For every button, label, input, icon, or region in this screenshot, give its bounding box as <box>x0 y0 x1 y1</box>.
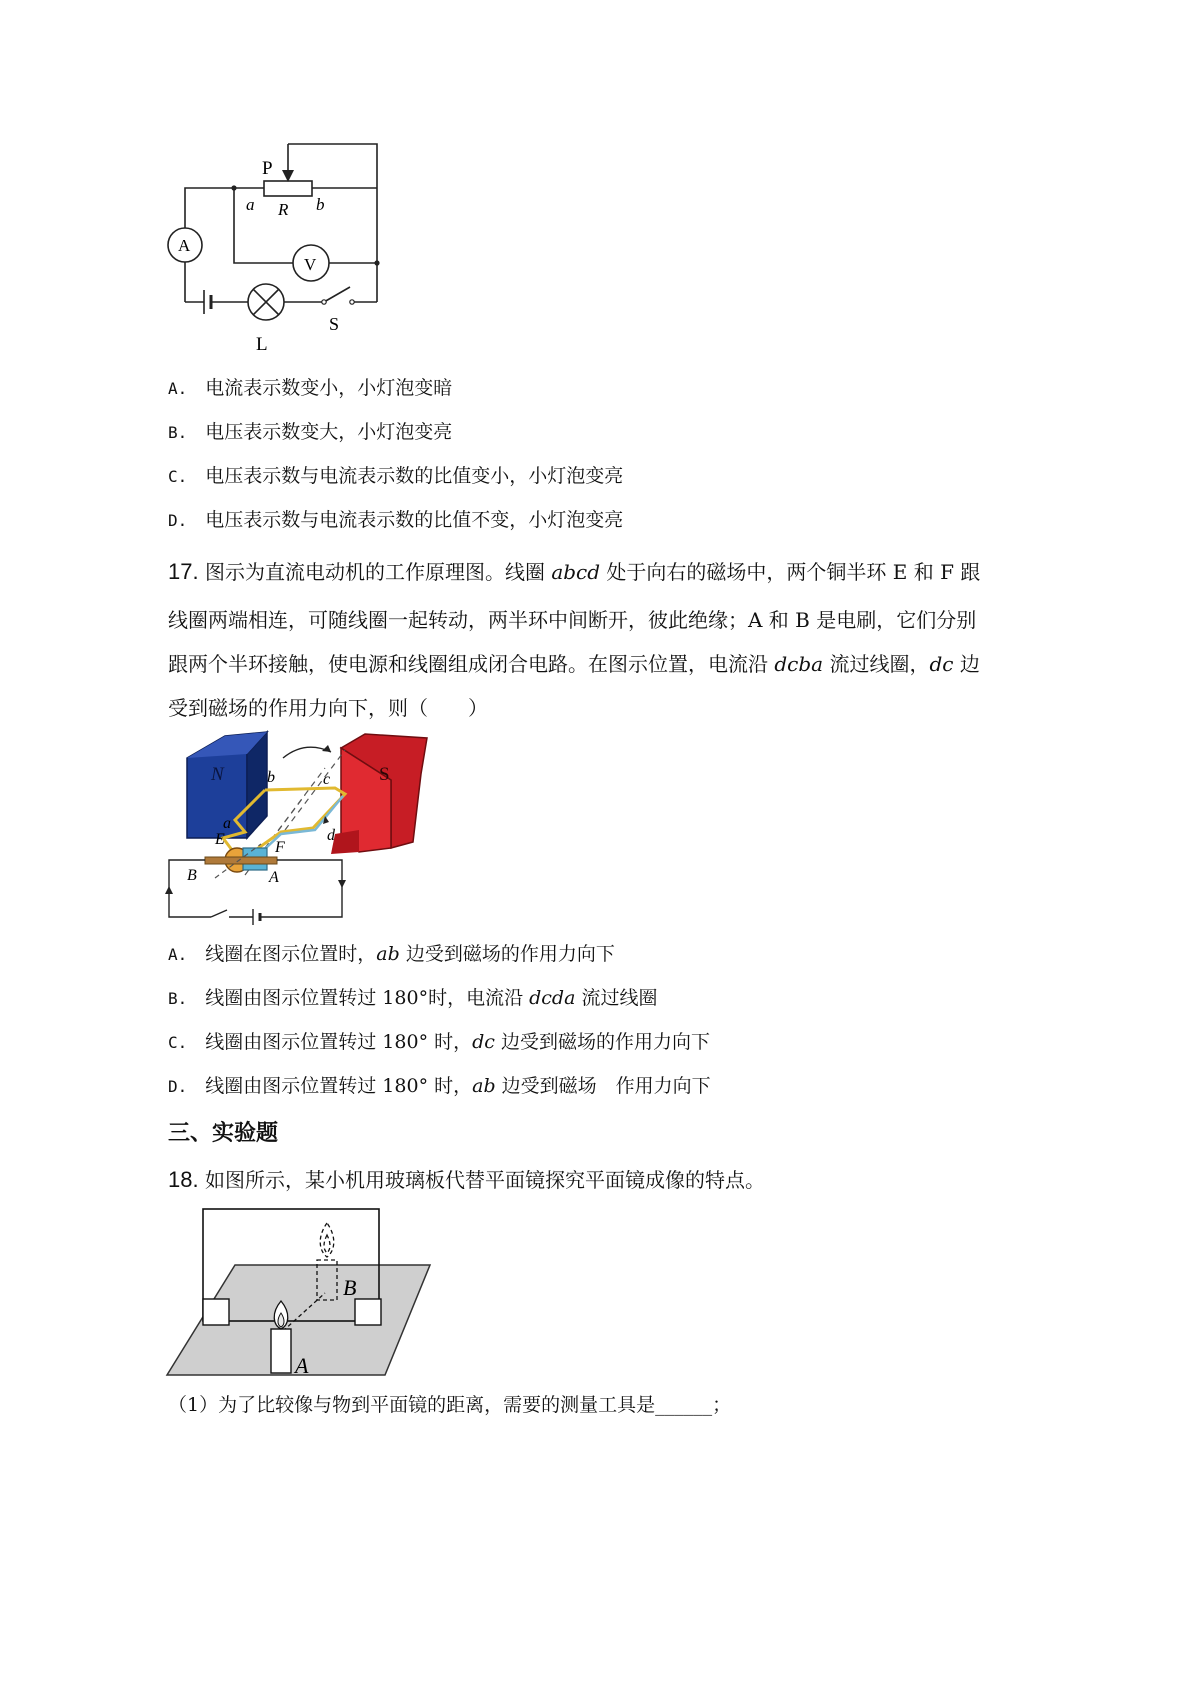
brush-label-b: B <box>187 867 197 884</box>
q17-text: 图示为直流电动机的工作原理图。线圈 <box>204 560 552 584</box>
label-a: A <box>295 1353 309 1378</box>
right-support <box>355 1299 381 1325</box>
q17-italic: abcd <box>551 560 601 584</box>
option-italic: dc <box>472 1031 495 1053</box>
q17-option-c <box>168 1030 710 1055</box>
q17-text: 流过线圈， <box>823 652 930 676</box>
option-text: 线圈在图示位置时， <box>205 943 377 965</box>
coil-label-b: b <box>267 769 275 786</box>
slider-arrow-head <box>282 170 294 182</box>
coil-label-c: c <box>323 771 331 788</box>
half-ring-label-e: E <box>215 831 225 848</box>
option-text: 边受到磁场 作用力向下 <box>495 1075 711 1097</box>
coil-label-d: d <box>327 827 335 844</box>
rheostat <box>264 181 312 196</box>
q17-line-4: 受到磁场的作用力向下，则（ ） <box>168 696 488 720</box>
q18-stem <box>168 1168 765 1192</box>
switch <box>324 287 350 302</box>
option-text: 流过线圈 <box>575 987 658 1009</box>
option-text: 边受到磁场的作用力向下 <box>399 943 615 965</box>
lamp-label: L <box>256 334 268 355</box>
option-letter: B. <box>168 423 188 442</box>
option-letter: C. <box>168 1033 188 1052</box>
option-text: 线圈由图示位置转过 180° 时， <box>205 1075 473 1097</box>
option-letter: D. <box>168 1077 188 1096</box>
q16-option-a <box>168 376 452 401</box>
q17-option-a <box>168 942 615 967</box>
q16-option-c <box>168 464 623 489</box>
q17-text: 跟两个半环接触，使电源和线圈组成闭合电路。在图示位置，电流沿 <box>168 652 775 676</box>
section-title: 三、实验题 <box>168 1121 279 1146</box>
option-letter: A. <box>168 945 188 964</box>
half-ring-label-f: F <box>275 839 285 856</box>
option-text: 电压表示数与电流表示数的比值不变，小灯泡变亮 <box>205 509 624 531</box>
mirror-experiment-diagram <box>165 1205 440 1380</box>
option-text: 线圈由图示位置转过 180° 时， <box>205 1031 473 1053</box>
switch-label: S <box>329 314 340 334</box>
motor-diagram <box>165 730 430 925</box>
q17-italic: dc <box>929 652 954 676</box>
q18-sub1: （1）为了比较像与物到平面镜的距离，需要的测量工具是______； <box>168 1394 732 1416</box>
label-p: P <box>262 158 273 179</box>
candle-a <box>271 1329 291 1373</box>
label-r: R <box>278 200 289 219</box>
north-label: N <box>211 764 224 785</box>
brush-label-a: A <box>269 869 279 886</box>
question-number: 17. <box>168 559 199 584</box>
q17-italic: dcba <box>774 652 824 676</box>
option-text: 线圈由图示位置转过 180°时，电流沿 <box>205 987 530 1009</box>
q17-line-1 <box>168 560 980 584</box>
option-letter: D. <box>168 511 188 530</box>
option-italic: ab <box>376 943 400 965</box>
option-letter: A. <box>168 379 188 398</box>
brushes <box>205 857 277 864</box>
left-support <box>203 1299 229 1325</box>
q17-line-2: 线圈两端相连，可随线圈一起转动，两半环中间断开，彼此绝缘；A 和 B 是电刷，它们分别 <box>168 608 977 632</box>
q17-option-d <box>168 1074 711 1099</box>
q16-option-b <box>168 420 452 445</box>
q17-line-3 <box>168 652 980 676</box>
option-letter: C. <box>168 467 188 486</box>
south-label: S <box>379 764 390 785</box>
label-b: b <box>316 195 325 214</box>
option-text: 电压表示数与电流表示数的比值变小，小灯泡变亮 <box>205 465 624 487</box>
option-text: 电压表示数变大，小灯泡变亮 <box>205 421 453 443</box>
option-text: 电流表示数变小，小灯泡变暗 <box>205 377 453 399</box>
ammeter-label: A <box>178 236 191 255</box>
circuit-diagram <box>160 140 420 365</box>
option-italic: ab <box>472 1075 496 1097</box>
q17-text: 边 <box>953 652 980 676</box>
option-italic: dcda <box>529 987 576 1009</box>
label-a: a <box>246 195 255 214</box>
label-b: B <box>343 1275 357 1300</box>
question-number: 18. <box>168 1167 199 1192</box>
q17-option-b <box>168 986 657 1011</box>
voltmeter-label: V <box>304 255 317 274</box>
rotation-arrow <box>283 747 331 758</box>
option-text: 边受到磁场的作用力向下 <box>494 1031 710 1053</box>
q17-text: 处于向右的磁场中，两个铜半环 E 和 F 跟 <box>600 560 981 584</box>
option-letter: B. <box>168 989 188 1008</box>
q16-option-d <box>168 508 623 533</box>
q18-text: 如图所示，某小机用玻璃板代替平面镜探究平面镜成像的特点。 <box>204 1168 765 1192</box>
coil-label-a: a <box>223 815 231 832</box>
